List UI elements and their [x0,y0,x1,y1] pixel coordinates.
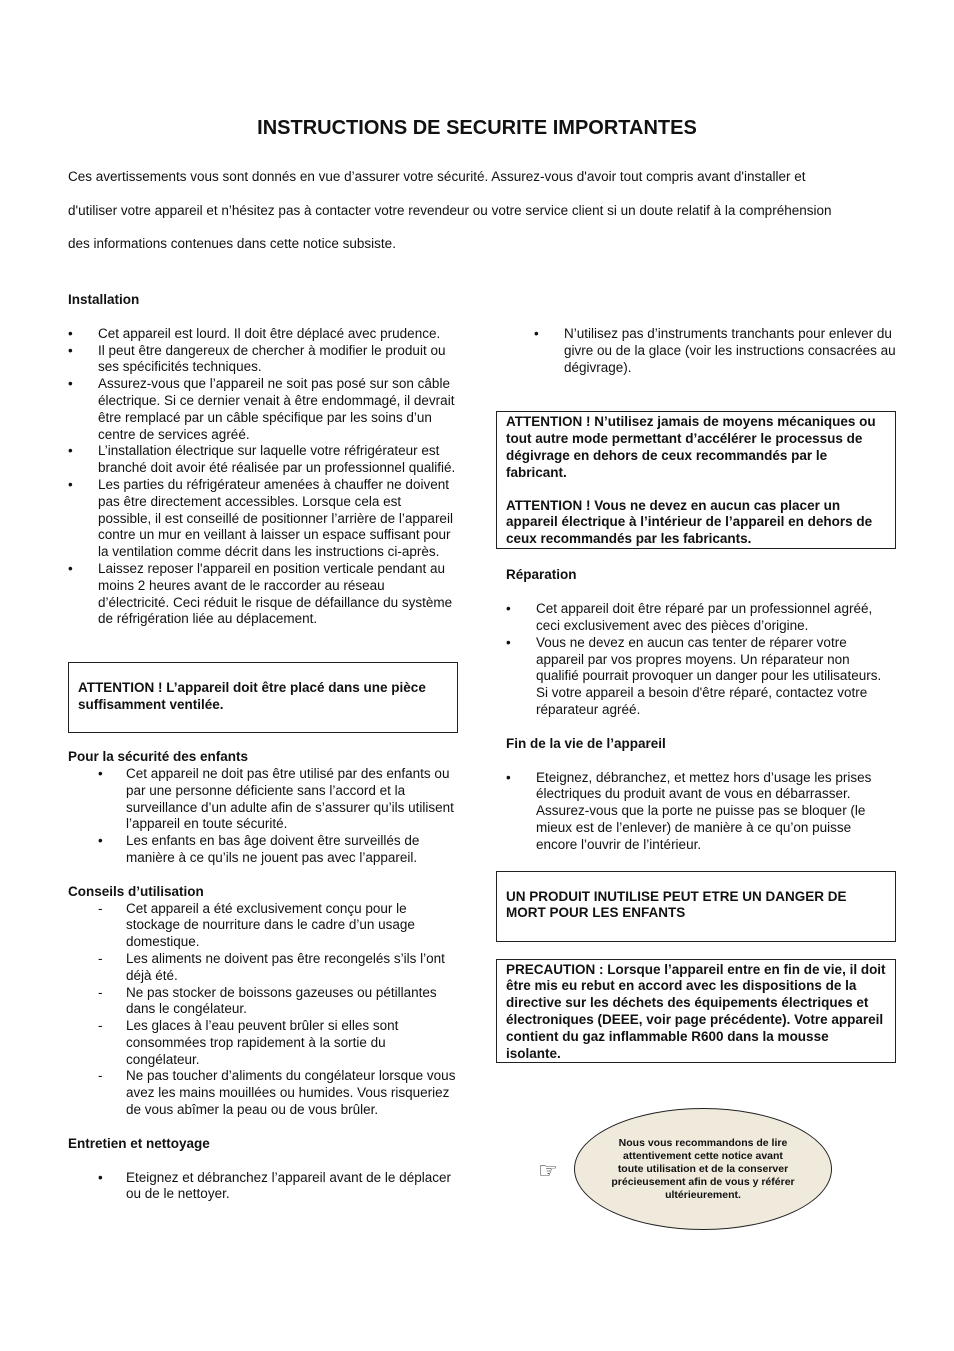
usage-list [68,901,458,1119]
installation-heading: Installation [68,292,140,307]
list-item: • Il peut être dangereux de chercher à modifier le produit ou ses spécificités techniques. [68,342,446,375]
bullet-marker: • [68,443,73,459]
dash-marker: - [98,900,103,916]
ventilation-warning-box: ATTENTION ! L’appareil doit être placé dans une pièce suffisamment ventilée. [68,662,458,733]
bullet-marker: • [506,601,511,617]
bullet-marker: • [68,476,73,492]
note-text: Nous vous recommandons de lire attentivement cette notice avant toute utilisation et de la conserver précieusement afin de vous y référer ultérieurement. [611,1136,795,1201]
defrost-warning-box: ATTENTION ! N’utilisez jamais de moyens mécaniques ou tout autre mode permettant d’accélérer le processus de dégivrage en dehors de ceux recommandés par le fabricant. ATTENTION ! Vous ne devez en aucun cas placer un appareil électrique à l’intérieur de l’appareil en dehors de ceux recommandés par les fabricants. [496,411,896,549]
bullet-marker: • [68,376,73,392]
installation-list [68,326,458,628]
recommendation-note [538,1108,838,1232]
intro-line: Ces avertissements vous sont donnés en vue d’assurer votre sécurité. Assurez-vous d'avoir tout compris avant d'installer et [68,169,806,184]
defrost-tools-list [506,326,896,376]
bullet-marker: • [506,634,511,650]
bullet-marker: • [68,560,73,576]
dash-marker: - [98,1068,103,1084]
list-item: • Laissez reposer l'appareil en position verticale pendant au moins 2 heures avant de le raccorder au réseau d’électricité. Ceci réduit le risque de défaillance du système de réfrigération liée au déplacement. [68,560,453,627]
cleaning-heading: Entretien et nettoyage [68,1135,210,1151]
list-item: • Eteignez, débranchez, et mettez hors d’usage les prises électriques du produit avant de vous en débarrasser. Assurez-vous que la porte ne puisse pas se bloquer (le mieux est de l’enlever) de manière à ce qu’on puisse encore l’ouvrir de l’intérieur. [506,769,872,852]
pointing-hand-icon: ☞ [538,1158,558,1183]
list-item: - Cet appareil a été exclusivement conçu pour le stockage de nourriture dans le cadre d’un usage domestique. [98,900,415,950]
list-item: • Vous ne devez en aucun cas tenter de réparer votre appareil par vos propres moyens. Un réparateur non qualifié pourrait provoquer un danger pour les utilisateurs. Si votre appareil a besoin d'être réparé, contactez votre réparateur agréé. [506,634,882,717]
bullet-marker: • [534,326,539,341]
list-item: • Les parties du réfrigérateur amenées à chauffer ne doivent pas être directement accessibles. Lorsque cela est possible, il est conseillé de positionner l’arrière de l’appareil contre un mur en veillant à laisser un espace suffisant pour la ventilation comme décrit dans les instructions ci-après. [68,476,453,560]
bullet-marker: • [98,765,103,781]
repair-list [506,601,896,719]
dash-marker: - [98,1018,103,1034]
intro-paragraph [68,160,898,261]
note-ellipse [574,1108,832,1230]
list-item: - Ne pas stocker de boissons gazeuses ou pétillantes dans le congélateur. [98,984,437,1017]
usage-heading: Conseils d’utilisation [68,883,204,899]
list-item: - Ne pas toucher d’aliments du congélateur lorsque vous avez les mains mouillées ou humides. Vous risqueriez de vous abîmer la peau ou de vous brûler. [98,1068,456,1118]
list-item: • Assurez-vous que l’appareil ne soit pas posé sur son câble électrique. Si ce dernier venait à être endommagé, il devrait être remplacé par un câble spécifique par les soins d’un centre de services agréé. [68,376,455,442]
list-item: • N’utilisez pas d’instruments tranchants pour enlever du givre ou de la glace (voir les instructions consacrées au dégivrage). [534,326,896,375]
intro-line: d'utiliser votre appareil et n’hésitez pas à contacter votre revendeur ou votre service client si un doute relatif à la compréhension [68,202,832,218]
dash-marker: - [98,950,103,966]
intro-line: des informations contenues dans cette notice subsiste. [68,236,396,251]
left-column [68,292,458,1203]
list-item: - Les aliments ne doivent pas être recongelés s’ils l’ont déjà été. [98,950,445,983]
end-of-life-list [506,770,896,854]
end-of-life-heading: Fin de la vie de l’appareil [506,735,666,751]
children-heading: Pour la sécurité des enfants [68,749,249,765]
list-item: • Cet appareil est lourd. Il doit être déplacé avec prudence. [68,325,441,341]
precaution-box: PRECAUTION : Lorsque l’appareil entre en fin de vie, il doit être mis eu rebut en accord avec les dispositions de la directive sur les déchets des équipements électriques et électroniques (DEEE, voir page précédente). Votre appareil contient du gaz inflammable R600 dans la mousse isolante. [496,959,896,1063]
children-list [68,766,458,867]
bullet-marker: • [68,325,73,341]
bullet-marker: • [98,833,103,849]
repair-heading: Réparation [506,567,577,583]
right-column [496,326,896,1063]
list-item: - Les glaces à l’eau peuvent brûler si elles sont consommées trop rapidement à la sortie du congélateur. [98,1018,399,1067]
list-item: • Eteignez et débranchez l’appareil avant de le déplacer ou de le nettoyer. [98,1169,451,1202]
list-item: • Cet appareil ne doit pas être utilisé par des enfants ou par une personne déficiente sans l’accord et la surveillance d’un adulte afin de s’assurer qu’ils utilisent l’appareil en toute sécurité. [98,765,454,832]
list-item: • L’installation électrique sur laquelle votre réfrigérateur est branché doit avoir été réalisée par un professionnel qualifié. [68,443,456,476]
list-item: • Les enfants en bas âge doivent être surveillés de manière à ce qu’ils ne jouent pas avec l’appareil. [98,833,420,865]
list-item: • Cet appareil doit être réparé par un professionnel agréé, ceci exclusivement avec des pièces d’origine. [506,601,873,633]
bullet-marker: • [506,769,511,785]
bullet-marker: • [68,342,73,358]
page-title: INSTRUCTIONS DE SECURITE IMPORTANTES [257,117,697,139]
children-danger-box: UN PRODUIT INUTILISE PEUT ETRE UN DANGER DE MORT POUR LES ENFANTS [496,871,896,942]
bullet-marker: • [98,1169,103,1185]
dash-marker: - [98,984,103,1000]
cleaning-list [68,1170,458,1204]
